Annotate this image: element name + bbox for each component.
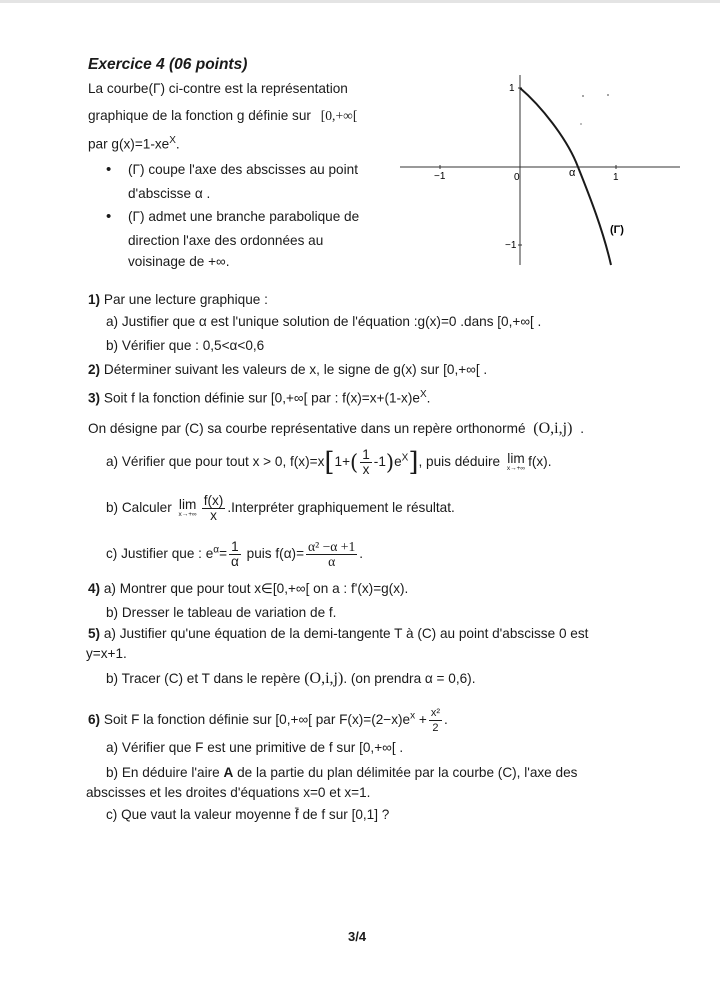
speck <box>580 123 582 125</box>
q1-a: a) Justifier que α est l'unique solution de l'équation :g(x)=0 .dans [0,+∞[ . <box>106 314 542 329</box>
q3-b <box>106 494 455 523</box>
paren-close: ) <box>385 450 395 475</box>
paren-open: ( <box>350 450 359 475</box>
q6-c: c) Que vaut la valeur moyenne f̄ de f sur [0,1] ? <box>106 807 390 822</box>
q3-b-frac-num: f(x) <box>203 493 224 508</box>
q1-heading <box>88 292 268 307</box>
q6-a: a) Vérifier que F est une primitive de f sur [0,+∞[ . <box>106 740 404 755</box>
curve-label: (Γ) <box>610 224 624 236</box>
q6-b-text: b) En déduire l'aire <box>106 765 220 780</box>
q3-repere-line <box>88 420 584 438</box>
q2-number: 2) <box>88 362 101 377</box>
q3-a <box>106 448 551 477</box>
label-y-1: 1 <box>509 83 515 94</box>
q4-a-line <box>88 581 408 597</box>
q3-b-frac-den: x <box>202 508 226 523</box>
label-x-neg1: −1 <box>434 171 446 182</box>
bracket-open: [ <box>324 447 335 478</box>
bullet-2-line-3: voisinage de +∞. <box>128 254 230 269</box>
q6-b-text-2: de la partie du plan délimitée par la courbe (C), l'axe des <box>237 765 578 780</box>
q4-number: 4) <box>88 581 101 596</box>
q3-c-suffix: . <box>359 546 364 562</box>
q3-c-fraction-2 <box>306 540 357 569</box>
q3-a-fx: f(x)=x <box>290 454 325 470</box>
F-frac-den: 2 <box>429 720 442 735</box>
speck <box>607 94 609 96</box>
q5-b-repere: (O,i,j) <box>304 670 344 687</box>
q3-c-mid: puis f(α)= <box>246 546 305 562</box>
q5-a-line <box>88 626 588 641</box>
q2 <box>88 362 487 377</box>
intro-line-3 <box>88 135 180 152</box>
label-x-alpha: α <box>569 167 576 179</box>
q3-c-eq: = <box>219 546 228 562</box>
bullet-2-line-2: direction l'axe des ordonnées au <box>128 233 324 248</box>
q3-a-suffix: , puis déduire <box>418 454 501 470</box>
q3-b-lim-word: lim <box>178 496 197 512</box>
q6 <box>88 706 448 735</box>
q3-c-frac2-num: α² −α +1 <box>308 539 356 554</box>
q6-b-area-symbol: A <box>223 765 234 780</box>
q2-text: Déterminer suivant les valeurs de x, le signe de g(x) sur [0,+∞[ . <box>103 362 488 377</box>
q3-b-suffix: .Interpréter graphiquement le résultat. <box>227 500 455 516</box>
q3-c-fraction-1 <box>229 540 241 569</box>
q4-b: b) Dresser le tableau de variation de f. <box>106 605 337 620</box>
q3-a-one: 1+ <box>334 454 351 470</box>
q5-a-2: y=x+1. <box>86 646 127 661</box>
q1-b: b) Vérifier que : 0,5<α<0,6 <box>106 338 265 353</box>
q6-number: 6) <box>88 712 101 728</box>
intro-line-2-text: graphique de la fonction g définie sur <box>88 108 311 123</box>
g-definition-dot: . <box>175 136 180 152</box>
page-number: 3/4 <box>348 929 367 944</box>
q3-c-text: c) Justifier que : e <box>106 546 214 562</box>
q3-b-lim-sub: x→+∞ <box>178 510 197 518</box>
repere-text: On désigne par (C) sa courbe représentative dans un repère orthonormé <box>88 421 526 436</box>
q3-b-text: b) Calculer <box>106 500 172 516</box>
bullet-1-line-2: d'abscisse α . <box>128 186 211 201</box>
q3 <box>88 389 430 406</box>
q5-b <box>106 670 475 688</box>
q5-a-1: a) Justifier qu'une équation de la demi-tangente T à (C) au point d'abscisse 0 est <box>103 626 589 641</box>
q1-text: Par une lecture graphique : <box>103 292 268 307</box>
label-x-1: 1 <box>613 172 619 183</box>
intro-line-2 <box>88 108 357 124</box>
exercise-title: Exercice 4 (06 points) <box>88 56 248 73</box>
g-definition-exponent: X <box>169 135 176 146</box>
graph-gamma <box>395 70 685 270</box>
F-definition-exponent: x <box>410 710 416 722</box>
q1-number: 1) <box>88 292 101 307</box>
F-definition-dot: . <box>444 712 448 728</box>
q3-a-frac-num: 1 <box>362 447 370 462</box>
q3-a-lim-fx: f(x). <box>528 454 552 470</box>
q3-b-fraction <box>202 494 226 523</box>
label-x-0: 0 <box>514 172 520 183</box>
q3-c <box>106 540 363 569</box>
q3-a-exponent: X <box>401 452 409 464</box>
q3-b-limit <box>178 496 197 519</box>
q3-a-text: a) Vérifier que pour tout x > 0, <box>106 454 287 470</box>
q3-c-exponent: α <box>213 544 220 556</box>
q3-a-e: e <box>394 454 402 470</box>
bracket-close: ] <box>408 447 419 478</box>
q3-c-frac2-den: α <box>306 554 357 569</box>
q3-number: 3) <box>88 390 101 406</box>
q3-a-lim-sub: x→+∞ <box>506 464 526 472</box>
F-frac-num: x² <box>430 707 441 719</box>
q5-b-text: b) Tracer (C) et T dans le repère <box>106 671 301 686</box>
q3-a-lim-word: lim <box>507 450 525 466</box>
q4-a: a) Montrer que pour tout x∈[0,+∞[ on a : f'(x)=g(x). <box>103 581 409 596</box>
f-definition-dot: . <box>426 390 431 406</box>
top-border <box>0 0 720 3</box>
curve-gamma <box>520 88 611 265</box>
q3-a-fraction <box>360 448 372 477</box>
intro-line-1: La courbe(Γ) ci-contre est la représentation <box>88 81 348 96</box>
repere-oij: (O,i,j) <box>533 420 573 437</box>
speck <box>582 95 584 97</box>
q3-c-frac1-num: 1 <box>231 539 239 554</box>
q3-a-limit <box>506 450 526 473</box>
bullet-1-line-1: • (Γ) coupe l'axe des abscisses au point <box>128 162 358 177</box>
intro-interval: [0,+∞[ <box>320 108 358 123</box>
F-definition: Soit F la fonction définie sur [0,+∞[ par F(x)=(2−x)e <box>103 712 411 728</box>
repere-dot: . <box>580 421 584 436</box>
label-y-neg1: −1 <box>505 240 517 251</box>
q3-a-frac-den: x <box>360 462 372 477</box>
F-definition-plus: + <box>415 712 427 728</box>
f-definition-exponent: X <box>419 389 427 400</box>
g-definition: par g(x)=1-xe <box>88 136 170 152</box>
f-definition: Soit f la fonction définie sur [0,+∞[ par : f(x)=x+(1-x)e <box>103 390 420 406</box>
q6-b-line-2: abscisses et les droites d'équations x=0 et x=1. <box>86 785 371 800</box>
F-fraction <box>429 706 442 735</box>
bullet-2-line-1: • (Γ) admet une branche parabolique de <box>128 209 359 224</box>
q5-number: 5) <box>88 626 101 641</box>
q6-b-line-1 <box>106 765 577 780</box>
q3-a-minus: -1 <box>373 454 386 470</box>
q5-b-suffix: . (on prendra α = 0,6). <box>343 671 476 686</box>
q3-c-frac1-den: α <box>231 554 239 569</box>
